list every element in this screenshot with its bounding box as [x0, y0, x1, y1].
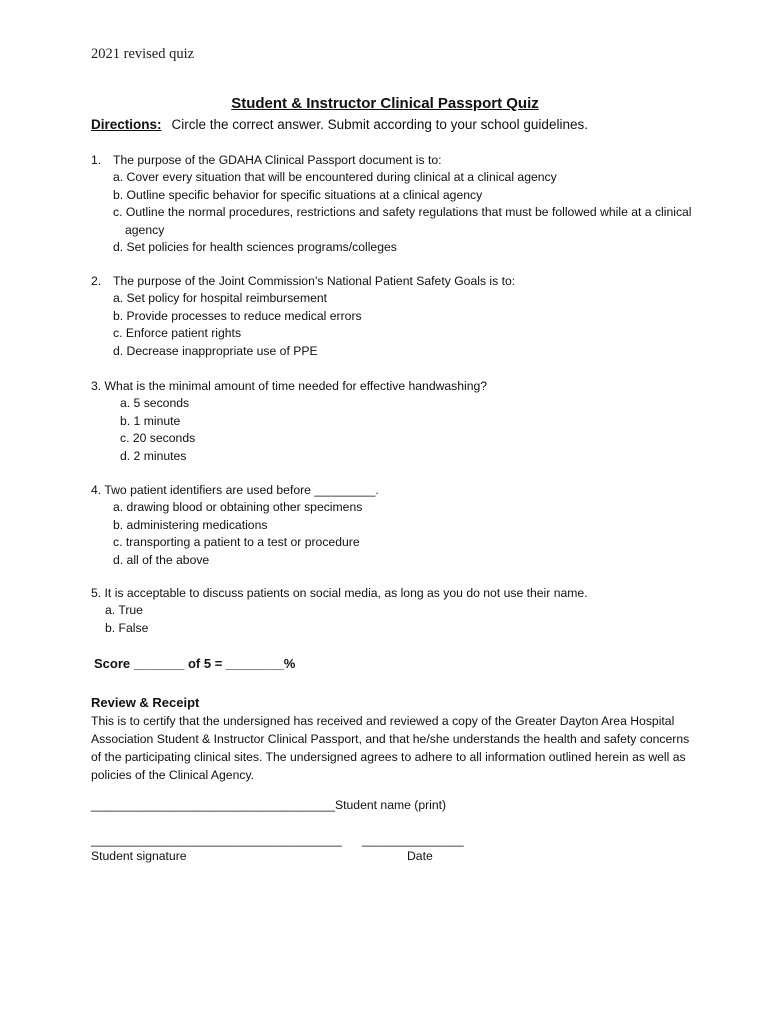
answer-option[interactable]: b. 1 minute — [120, 413, 181, 428]
question-text: The purpose of the GDAHA Clinical Passport document is to: — [113, 153, 442, 167]
student-name-line[interactable]: ____________________________________ — [91, 798, 336, 812]
directions-label: Directions: — [91, 117, 162, 132]
question-text: 3. What is the minimal amount of time needed for effective handwashing? — [91, 379, 488, 393]
answer-option[interactable]: d. all of the above — [113, 552, 210, 567]
answer-option[interactable]: a. drawing blood or obtaining other specimens — [113, 500, 363, 515]
answer-option[interactable]: d. Set policies for health sciences programs/colleges — [113, 240, 397, 255]
answer-option[interactable]: a. True — [105, 603, 143, 618]
answer-option[interactable]: b. Provide processes to reduce medical errors — [113, 308, 362, 323]
student-name-row — [91, 798, 446, 812]
page-title: Student & Instructor Clinical Passport Quiz — [231, 95, 539, 112]
question-5 — [91, 585, 691, 637]
question-3 — [91, 378, 691, 465]
question-number: 2. — [91, 274, 102, 288]
answer-option[interactable]: b. False — [105, 620, 149, 635]
question-number: 1. — [91, 153, 102, 167]
question-4 — [91, 482, 691, 569]
answer-option[interactable]: c. Outline the normal procedures, restrictions and safety regulations that must be followed while at a clinical agency — [113, 205, 692, 237]
answer-option[interactable]: d. 2 minutes — [120, 448, 187, 463]
review-title: Review & Receipt — [91, 695, 200, 710]
score-line: Score _______ of 5 = ________% — [94, 656, 296, 671]
date-label: Date — [407, 849, 433, 863]
date-line[interactable]: _______________ — [362, 833, 464, 847]
answer-option[interactable]: d. Decrease inappropriate use of PPE — [113, 343, 318, 358]
answer-option[interactable]: c. transporting a patient to a test or procedure — [113, 535, 360, 550]
answer-option[interactable]: b. Outline specific behavior for specific situations at a clinical agency — [113, 187, 483, 202]
question-1 — [91, 152, 691, 256]
student-name-label: Student name (print) — [335, 798, 447, 812]
question-text: 4. Two patient identifiers are used before _________. — [91, 483, 379, 497]
answer-option[interactable]: a. 5 seconds — [120, 396, 190, 411]
student-signature-label: Student signature — [91, 849, 187, 863]
answer-option[interactable]: c. Enforce patient rights — [113, 326, 242, 341]
answer-option[interactable]: c. 20 seconds — [120, 431, 196, 446]
question-2 — [91, 273, 691, 360]
student-signature-line[interactable]: _____________________________________ — [91, 833, 342, 847]
directions-text: Circle the correct answer. Submit according to your school guidelines. — [171, 117, 588, 132]
header-note: 2021 revised quiz — [91, 46, 195, 62]
directions — [91, 117, 588, 132]
question-text: 5. It is acceptable to discuss patients on social media, as long as you do not use their name. — [91, 586, 588, 600]
review-body: This is to certify that the undersigned has received and reviewed a copy of the Greater Dayton Area Hospital Association Student & Instructor Clinical Passport, and that he/she understands the health and safety concerns of the participating clinical sites. The undersigned agrees to adhere to all information outlined herein as well as policies of the Clinical Agency. — [91, 714, 690, 782]
answer-option[interactable]: a. Cover every situation that will be encountered during clinical at a clinical agency — [113, 170, 557, 185]
answer-option[interactable]: b. administering medications — [113, 517, 268, 532]
answer-option[interactable]: a. Set policy for hospital reimbursement — [113, 291, 328, 306]
question-text: The purpose of the Joint Commission’s National Patient Safety Goals is to: — [113, 274, 516, 288]
